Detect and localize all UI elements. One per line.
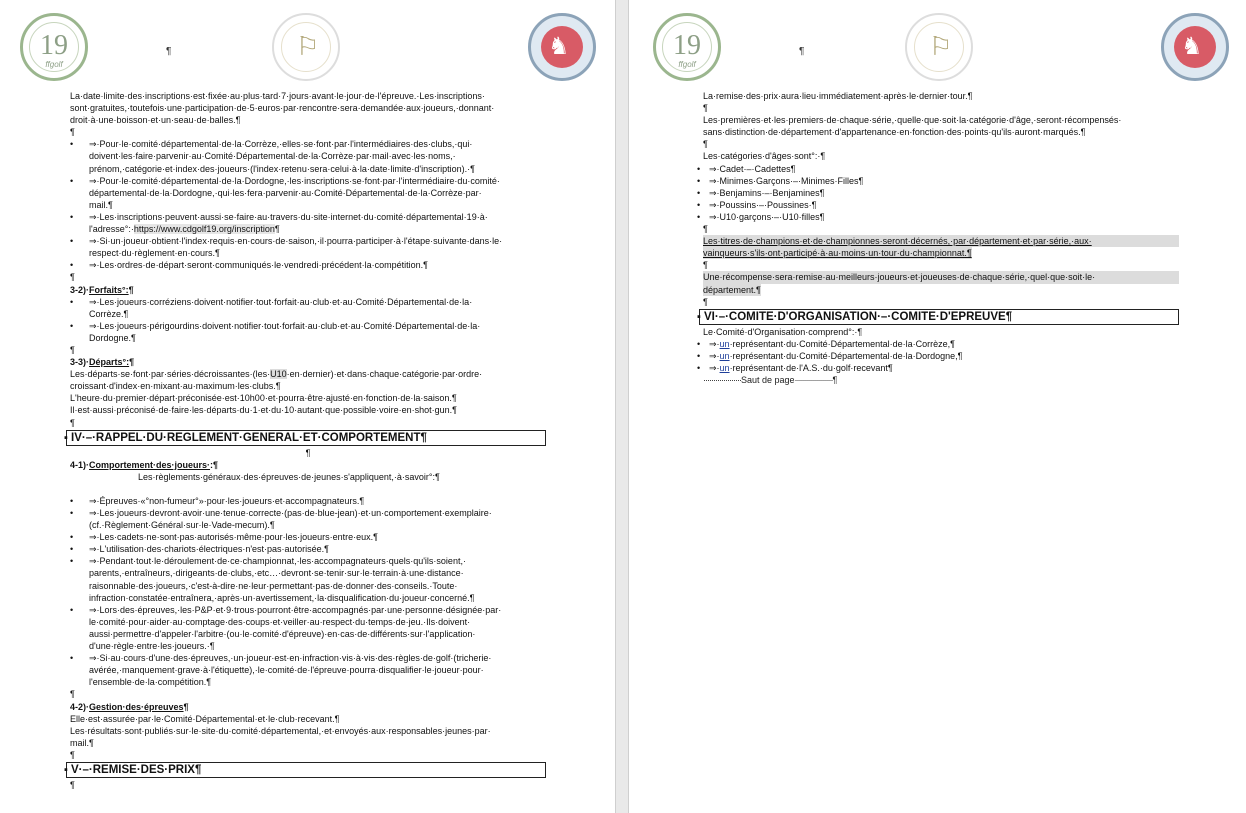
list-item: • ⇒·Si·au·cours·d'une·des·épreuves,·un·joueur·est·en·infraction·vis·à·vis·des·règles·de·golf·(tricherie· avérée,·manquement·grave·à·l'étiquette),·le·comité·de·l'épreuve·pourra·disqualifier·le·joueur·pour· l'ensemble·de·la·compétition.¶ bbox=[70, 653, 492, 688]
list-item: • ⇒·Les·inscriptions·peuvent·aussi·se·faire·au·travers·du·site·internet·du·comité·départemental·19·à· l'adresse°:·https://www.cdgolf19.org/inscription¶ bbox=[70, 211, 488, 235]
document-page-right bbox=[629, 0, 1246, 813]
comite-dordogne-logo: ⚐ bbox=[905, 13, 973, 81]
list-item: • ⇒·un·représentant·du·Comité·Départemental·de·la·Corrèze,¶ bbox=[697, 338, 955, 349]
page-header bbox=[0, 10, 615, 90]
list-item: • ⇒·un·représentant·du·Comité·Départemental·de·la·Dordogne,¶ bbox=[697, 350, 963, 361]
list-item: • ⇒·Lors·des·épreuves,·les·P&P·et·9·trous·pourront·être·accompagnés·par·une·personne·désignée·par· le·comité·pour·aider·au·comptage·des·coups·et·veiller·au·respect·du·temps·de·jeu.·Ils·doivent· aussi·permettre·d'appeler·l'arbitre·(ou·le·comité·d'épreuve)·en·cas·de·différents·sur·l'application· d'une·règle·entre·les·joueurs.·¶ bbox=[70, 604, 502, 652]
comite-19-logo: 19 ffgolf bbox=[653, 13, 721, 81]
inscription-link[interactable]: https://www.cdgolf19.org/inscription bbox=[133, 224, 275, 235]
list-item: • ⇒·Les·cadets·ne·sont·pas·autorisés·même·pour·les·joueurs·entre·eux.¶ bbox=[70, 532, 378, 543]
comite-dordogne-logo: ⚐ bbox=[272, 13, 340, 81]
document-page-left bbox=[0, 0, 615, 813]
list-item: • ⇒·U10·garçons·–·U10·filles¶ bbox=[697, 211, 825, 222]
list-item: • ⇒·L'utilisation·des·chariots·électriques·n'est·pas·autorisée.¶ bbox=[70, 544, 329, 555]
section-heading-vi: ▪ VI·–·COMITE·D'ORGANISATION·–·COMITE·D'EPREUVE¶ bbox=[699, 309, 1179, 325]
page-header bbox=[629, 10, 1246, 90]
section-heading-v: ▪ V·–·REMISE·DES·PRIX¶ bbox=[66, 762, 546, 778]
list-item: • ⇒·Pour·le·comité·départemental·de·la·Corrèze,·elles·se·font·par·l'intermédiaires·des·clubs,·qui· doivent·les·faire·parvenir·au·Comité·Départemental·de·la·Corrèze·par·mail·avec·les·noms,· prénom,·catégorie·et·index·des·joueurs·(l'index·retenu·sera·celui·à·la·date·limite·d'inscription).·¶ bbox=[70, 139, 475, 174]
comite-19-logo: 19 ffgolf bbox=[20, 13, 88, 81]
list-item: • ⇒·un·représentant·de·l'A.S.·du·golf·recevant¶ bbox=[697, 362, 893, 373]
right-page-body: La·remise·des·prix·aura·lieu·immédiatement·après·le·dernier·tour.¶ ¶ Les·premières·et·les·premiers·de·chaque·série,·quelle·que·soit·la·catégorie·d'âge,·seront·récompensés· sans·distinction·de·département·d'appartenance·en·fonction·des·points·qu'ils·auront·marqués.¶ ¶ Les·catégories·d'âges·sont°:·¶ • ⇒·Cadet·–·Cadettes¶ • ⇒·Minimes·Garçons·–·Minimes·Filles¶ • ⇒·Benjamins·–·Benjamines¶ • ⇒·Poussins·–·Poussines·¶ • ⇒·U10·garçons·–·U10·filles¶ ¶ Les·titres·de·champions·et·de·championnes·seront·décernés,·par·département·et·par·série,·aux· vainqueurs·s'ils·ont·participé·à·au·moins·un·tour·du·championnat.¶ ¶ Une·récompense·sera·remise·au·meilleurs·joueurs·et·joueuses·de·chaque·série,·quel·que·soit·le· département.¶ ¶ ▪ VI·–·COMITE·D'ORGANISATION·–·COMITE·D'EPREUVE¶ Le·Comité·d'Organisation·comprend°:·¶ • ⇒·un·représentant·du·Comité·Départemental·de·la·Corrèze,¶ • ⇒·un·représentant·du·Comité·Départemental·de·la·Dordogne,¶ • ⇒·un·représentant·de·l'A.S.·du·golf·recevant¶ ···················Saut de page···················¶ bbox=[703, 90, 1179, 386]
left-page-body: La·date·limite·des·inscriptions·est·fixée·au·plus·tard·7·jours·avant·le·jour·de·l'épreuve.·Les·inscriptions· sont·gratuites,·toutefois·une·participation·de·5·euros·par·rencontre·sera·demandée·aux·joueurs,·donnant· droit·à·une·boisson·et·un·seau·de·balles.¶ ¶ • ⇒·Pour·le·comité·départemental·de·la·Corrèze,·elles·se·font·par·l'intermédiaires·des·clubs,·qui· doivent·les·faire·parvenir·au·Comité·Départemental·de·la·Corrèze·par·mail·avec·les·noms,· prénom,·catégorie·et·index·des·joueurs·(l'index·retenu·sera·celui·à·la·date·limite·d'inscription).·¶ • ⇒·Pour·le·comité·départemental·de·la·Dordogne,·les·inscriptions·se·font·par·l'intermédiaire·du·comité· départemental·de·la·Dordogne,·qui·les·fera·parvenir·au·Comité·Départemental·de·la·Corrèze·par· mail.¶ • ⇒·Les·inscriptions·peuvent·aussi·se·faire·au·travers·du·site·internet·du·comité·départemental·19·à· l'adresse°:·https://www.cdgolf19.org/inscription¶ • ⇒·Si·un·joueur·obtient·l'index·requis·en·cours·de·saison,·il·pourra·participer·à·l'étape·suivante·dans·le· respect·du·règlement·en·cours.¶ • ⇒·Les·ordres·de·départ·seront·communiqués·le·vendredi·précédent·la·compétition.¶ ¶ 3-2)·Forfaits°:¶ • ⇒·Les·joueurs·corréziens·doivent·notifier·tout·forfait·au·club·et·au·Comité·Départemental·de·la· Corrèze.¶ • ⇒·Les·joueurs·périgourdins·doivent·notifier·tout·forfait·au·club·et·au·Comité·Départemental·de·la· Dordogne.¶ ¶ 3-3)·Départs°:¶ Les·départs·se·font·par·séries·décroissantes·(les·U10·en·dernier)·et·dans·chaque·catégorie·par·ordre· croissant·d'index·en·mixant·au·maximum·les·clubs.¶ L'heure·du·premier·départ·préconisée·est·10h00·et·pourra·être·ajusté·en·fonction·de·la·saison.¶ Il·est·aussi·préconisé·de·faire·les·départs·du·1·et·du·10·autant·que·possible·voire·en·shot·gun.¶ ¶ ▪ IV·–·RAPPEL·DU·REGLEMENT·GENERAL·ET·COMPORTEMENT¶ ¶ 4-1)·Comportement·des·joueurs·:¶ Les·règlements·généraux·des·épreuves·de·jeunes·s'appliquent,·à·savoir°:¶ • ⇒·Épreuves·«°non-fumeur°»·pour·les·joueurs·et·accompagnateurs.¶ • ⇒·Les·joueurs·devront·avoir·une·tenue·correcte·(pas·de·blue-jean)·et·un·comportement·exemplaire· (cf.·Règlement·Général·sur·le·Vade-mecum).¶ • ⇒·Les·cadets·ne·sont·pas·autorisés·même·pour·les·joueurs·entre·eux.¶ • ⇒·L'utilisation·des·chariots·électriques·n'est·pas·autorisée.¶ • ⇒·Pendant·tout·le·déroulement·de·ce·championnat,·les·accompagnateurs·quels·qu'ils·soient,· parents,·entraîneurs,·dirigeants·de·clubs,·etc…·devront·se·tenir·sur·le·terrain·à·une·distance· raisonnable·des·joueurs,·c'est-à-dire·ne·leur·permettant·pas·de·donner·des·conseils.·Toute· infraction·constatée·entraînera,·après·un·avertissement,·la·disqualification·du·joueur·concerné.¶ • ⇒·Lors·des·épreuves,·les·P&P·et·9·trous·pourront·être·accompagnés·par·une·personne·désignée·par· le·comité·pour·aider·au·comptage·des·coups·et·veiller·au·respect·du·temps·de·jeu.·Ils·doivent· aussi·permettre·d'appeler·l'arbitre·(ou·le·comité·d'épreuve)·en·cas·de·différents·sur·l'application· d'une·règle·entre·les·joueurs.·¶ • ⇒·Si·au·cours·d'une·des·épreuves,·un·joueur·est·en·infraction·vis·à·vis·des·règles·de·golf·(tricherie· avérée,·manquement·grave·à·l'étiquette),·le·comité·de·l'épreuve·pourra·disqualifier·le·joueur·pour· l'ensemble·de·la·compétition.¶ ¶ 4-2)·Gestion·des·épreuves¶ Elle·est·assurée·par·le·Comité·Départemental·et·le·club·recevant.¶ Les·résultats·sont·publiés·sur·le·site·du·comité·départemental,·et·envoyés·aux·responsables·jeunes·par· mail.¶ ¶ ▪ V·–·REMISE·DES·PRIX¶ ¶ bbox=[70, 90, 546, 791]
header-pilcrow: ¶ bbox=[166, 46, 172, 57]
subheading-forfaits: 3-2)·Forfaits°:¶ bbox=[70, 284, 134, 295]
list-item: • ⇒·Les·ordres·de·départ·seront·communiqués·le·vendredi·précédent·la·compétition.¶ bbox=[70, 260, 429, 271]
page-break-marker: ···················Saut de page···················¶ bbox=[703, 375, 838, 386]
list-item: • ⇒·Les·joueurs·périgourdins·doivent·notifier·tout·forfait·au·club·et·au·Comité·Départemental·de·la· Dordogne.¶ bbox=[70, 320, 481, 343]
list-item: • ⇒·Pour·le·comité·départemental·de·la·Dordogne,·les·inscriptions·se·font·par·l'intermédiaire·du·comité· départemental·de·la·Dordogne,·qui·les·fera·parvenir·au·Comité·Départemental·de·la·Corrèze·par· mail.¶ bbox=[70, 175, 500, 210]
header-pilcrow: ¶ bbox=[799, 46, 805, 57]
list-item: • ⇒·Cadet·–·Cadettes¶ bbox=[697, 163, 796, 174]
list-item: • ⇒·Épreuves·«°non-fumeur°»·pour·les·joueurs·et·accompagnateurs.¶ bbox=[70, 495, 365, 506]
list-item: • ⇒·Poussins·–·Poussines·¶ bbox=[697, 199, 817, 210]
ligue-nouvelle-aquitaine-logo: ♞ bbox=[528, 13, 596, 81]
list-item: • ⇒·Les·joueurs·devront·avoir·une·tenue·correcte·(pas·de·blue-jean)·et·un·comportement·exemplaire· (cf.·Règlement·Général·sur·le·Vade-mecum).¶ bbox=[70, 508, 492, 531]
ligue-nouvelle-aquitaine-logo: ♞ bbox=[1161, 13, 1229, 81]
list-item: • ⇒·Si·un·joueur·obtient·l'index·requis·en·cours·de·saison,·il·pourra·participer·à·l'étape·suivante·dans·le· respect·du·règlement·en·cours.¶ bbox=[70, 236, 503, 259]
page-gutter bbox=[615, 0, 629, 813]
subheading-departs: 3-3)·Départs°:¶ bbox=[70, 357, 135, 368]
list-item: • ⇒·Pendant·tout·le·déroulement·de·ce·championnat,·les·accompagnateurs·quels·qu'ils·soient,· parents,·entraîneurs,·dirigeants·de·clubs,·etc…·devront·se·tenir·sur·le·terrain·à·une·distance· raisonnable·des·joueurs,·c'est-à-dire·ne·leur·permettant·pas·de·donner·des·conseils.·Toute· infraction·constatée·entraînera,·après·un·avertissement,·la·disqualification·du·joueur·concerné.¶ bbox=[70, 556, 475, 603]
subheading-comportement: 4-1)·Comportement·des·joueurs·:¶ bbox=[70, 459, 219, 470]
subheading-gestion: 4-2)·Gestion·des·épreuves¶ bbox=[70, 701, 189, 712]
list-item: • ⇒·Les·joueurs·corréziens·doivent·notifier·tout·forfait·au·club·et·au·Comité·Départemental·de·la· Corrèze.¶ bbox=[70, 296, 473, 319]
list-item: • ⇒·Minimes·Garçons·–·Minimes·Filles¶ bbox=[697, 175, 864, 186]
list-item: • ⇒·Benjamins·–·Benjamines¶ bbox=[697, 187, 825, 198]
section-heading-iv: ▪ IV·–·RAPPEL·DU·REGLEMENT·GENERAL·ET·COMPORTEMENT¶ bbox=[66, 430, 546, 446]
